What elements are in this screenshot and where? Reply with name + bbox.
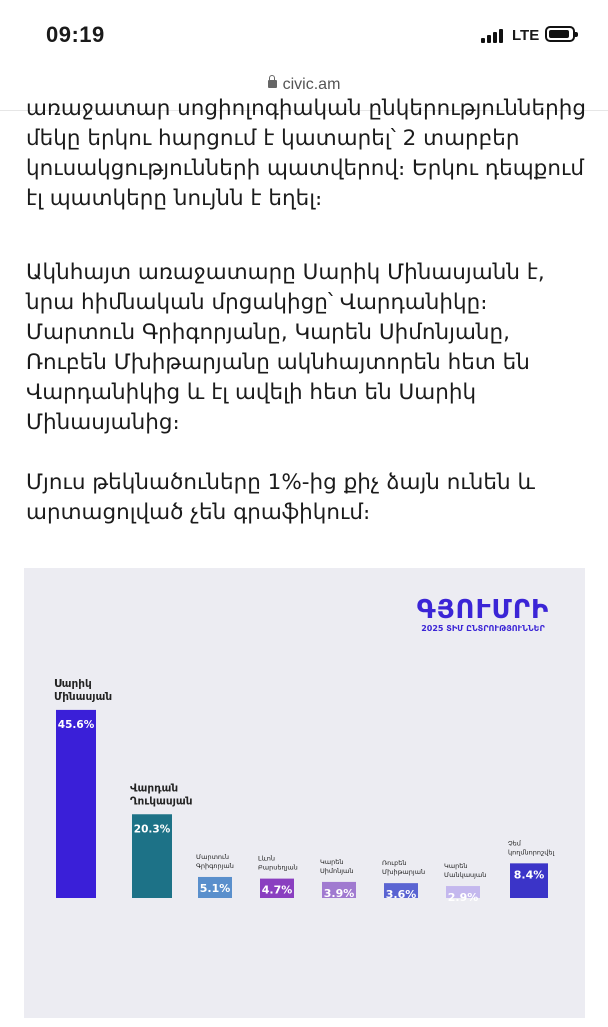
bar-category-label <box>508 839 554 856</box>
bar-category-label <box>320 858 353 875</box>
bar-category-line: Մխիթարյան <box>382 868 426 877</box>
bar-value-label: 2.9% <box>447 891 479 905</box>
bar-category-label <box>130 782 192 807</box>
bar-category-label <box>54 678 112 703</box>
bar-category-label <box>258 855 298 872</box>
bar-value-label: 45.6% <box>57 718 95 731</box>
bar-value-label: 20.3% <box>133 823 171 836</box>
text-line: Մյուս թեկնածուները 1%-ից քիչ ձայն ունեն և <box>26 470 535 495</box>
text-line: Մինասյանից։ <box>26 410 180 435</box>
text-line: Ակնհայտ առաջատարը Սարիկ Մինասյանն է, <box>26 260 545 285</box>
bar-value-label: 8.4% <box>513 868 545 882</box>
network-label: LTE <box>512 27 540 44</box>
bar-category-label <box>382 859 425 876</box>
bar-category-line: կողմնորոշվել <box>508 848 555 857</box>
poll-bar-chart <box>24 568 585 1018</box>
text-line: Վարդանիկից և էլ ավելի հետ են Սարիկ <box>26 380 477 405</box>
text-line: արտացոլված չեն գրաֆիկում։ <box>26 500 371 525</box>
lock-icon <box>268 80 277 88</box>
bar-category-line: Սիմոնյան <box>320 866 354 875</box>
text-line: մեկը երկու հարցում է կատարել՝ 2 տարբեր <box>26 126 520 151</box>
bar-value-label: 4.7% <box>261 883 293 897</box>
bar-category-line: Բարսեղյան <box>258 863 298 872</box>
bar-category-line: Չեմ <box>508 839 521 848</box>
logo-subtitle: 2025 ՏԻՄ ԸՆՏՐՈՒԹՅՈՒՆՆԵՐ <box>421 624 545 633</box>
bar-category-label <box>196 853 234 870</box>
status-time: 09:19 <box>46 22 105 47</box>
status-bar <box>0 0 608 70</box>
bar-category-line: Գրիգորյան <box>196 861 234 870</box>
text-line: նրա հիմնական մրցակիցը՝ Վարդանիկը։ <box>26 290 488 315</box>
poll-infographic[interactable] <box>24 568 585 1018</box>
bar-category-line: Ռուբեն <box>382 859 407 868</box>
text-line: Ռուբեն Մխիթարյանը ակնհայտորեն հետ են <box>26 350 530 375</box>
bar-value-label: 5.1% <box>199 881 231 895</box>
text-line: Մարտուն Գրիգորյանը, Կարեն Սիմոնյանը, <box>26 320 511 345</box>
article-paragraph <box>26 94 596 214</box>
signal-icon <box>481 29 507 43</box>
article-paragraph <box>26 468 596 528</box>
article-body <box>26 96 587 540</box>
bar-category-label <box>444 862 486 879</box>
bar-category-line: Սարիկ <box>54 677 92 690</box>
bar-value-label: 3.9% <box>323 886 355 900</box>
bar-0 <box>56 710 96 898</box>
text-line: կուսակցությունների պատվերով։ Երկու դեպքում <box>26 156 584 181</box>
logo-title: ԳՅՈՒՄՐԻ <box>416 595 550 625</box>
bar-category-line: Վարդան <box>130 782 179 795</box>
url-display[interactable] <box>0 76 608 94</box>
bar-category-line: Կարեն <box>444 862 468 871</box>
bar-category-line: Լևոն <box>258 854 275 863</box>
bar-category-line: Մինասյան <box>54 690 113 703</box>
article-paragraph <box>26 258 596 438</box>
battery-icon <box>545 26 575 42</box>
bar-category-line: Ղուկասյան <box>130 795 193 808</box>
url-text: civic.am <box>282 76 341 93</box>
text-line: առաջատար սոցիոլոգիական ընկերություններից <box>26 96 587 121</box>
bar-category-line: Կարեն <box>320 857 344 866</box>
bar-category-line: Մարտուն <box>196 852 229 861</box>
bar-category-line: Մանկասյան <box>444 871 487 880</box>
text-line: էլ պատկերը նույնն է եղել։ <box>26 186 323 211</box>
bar-value-label: 3.6% <box>385 888 417 902</box>
